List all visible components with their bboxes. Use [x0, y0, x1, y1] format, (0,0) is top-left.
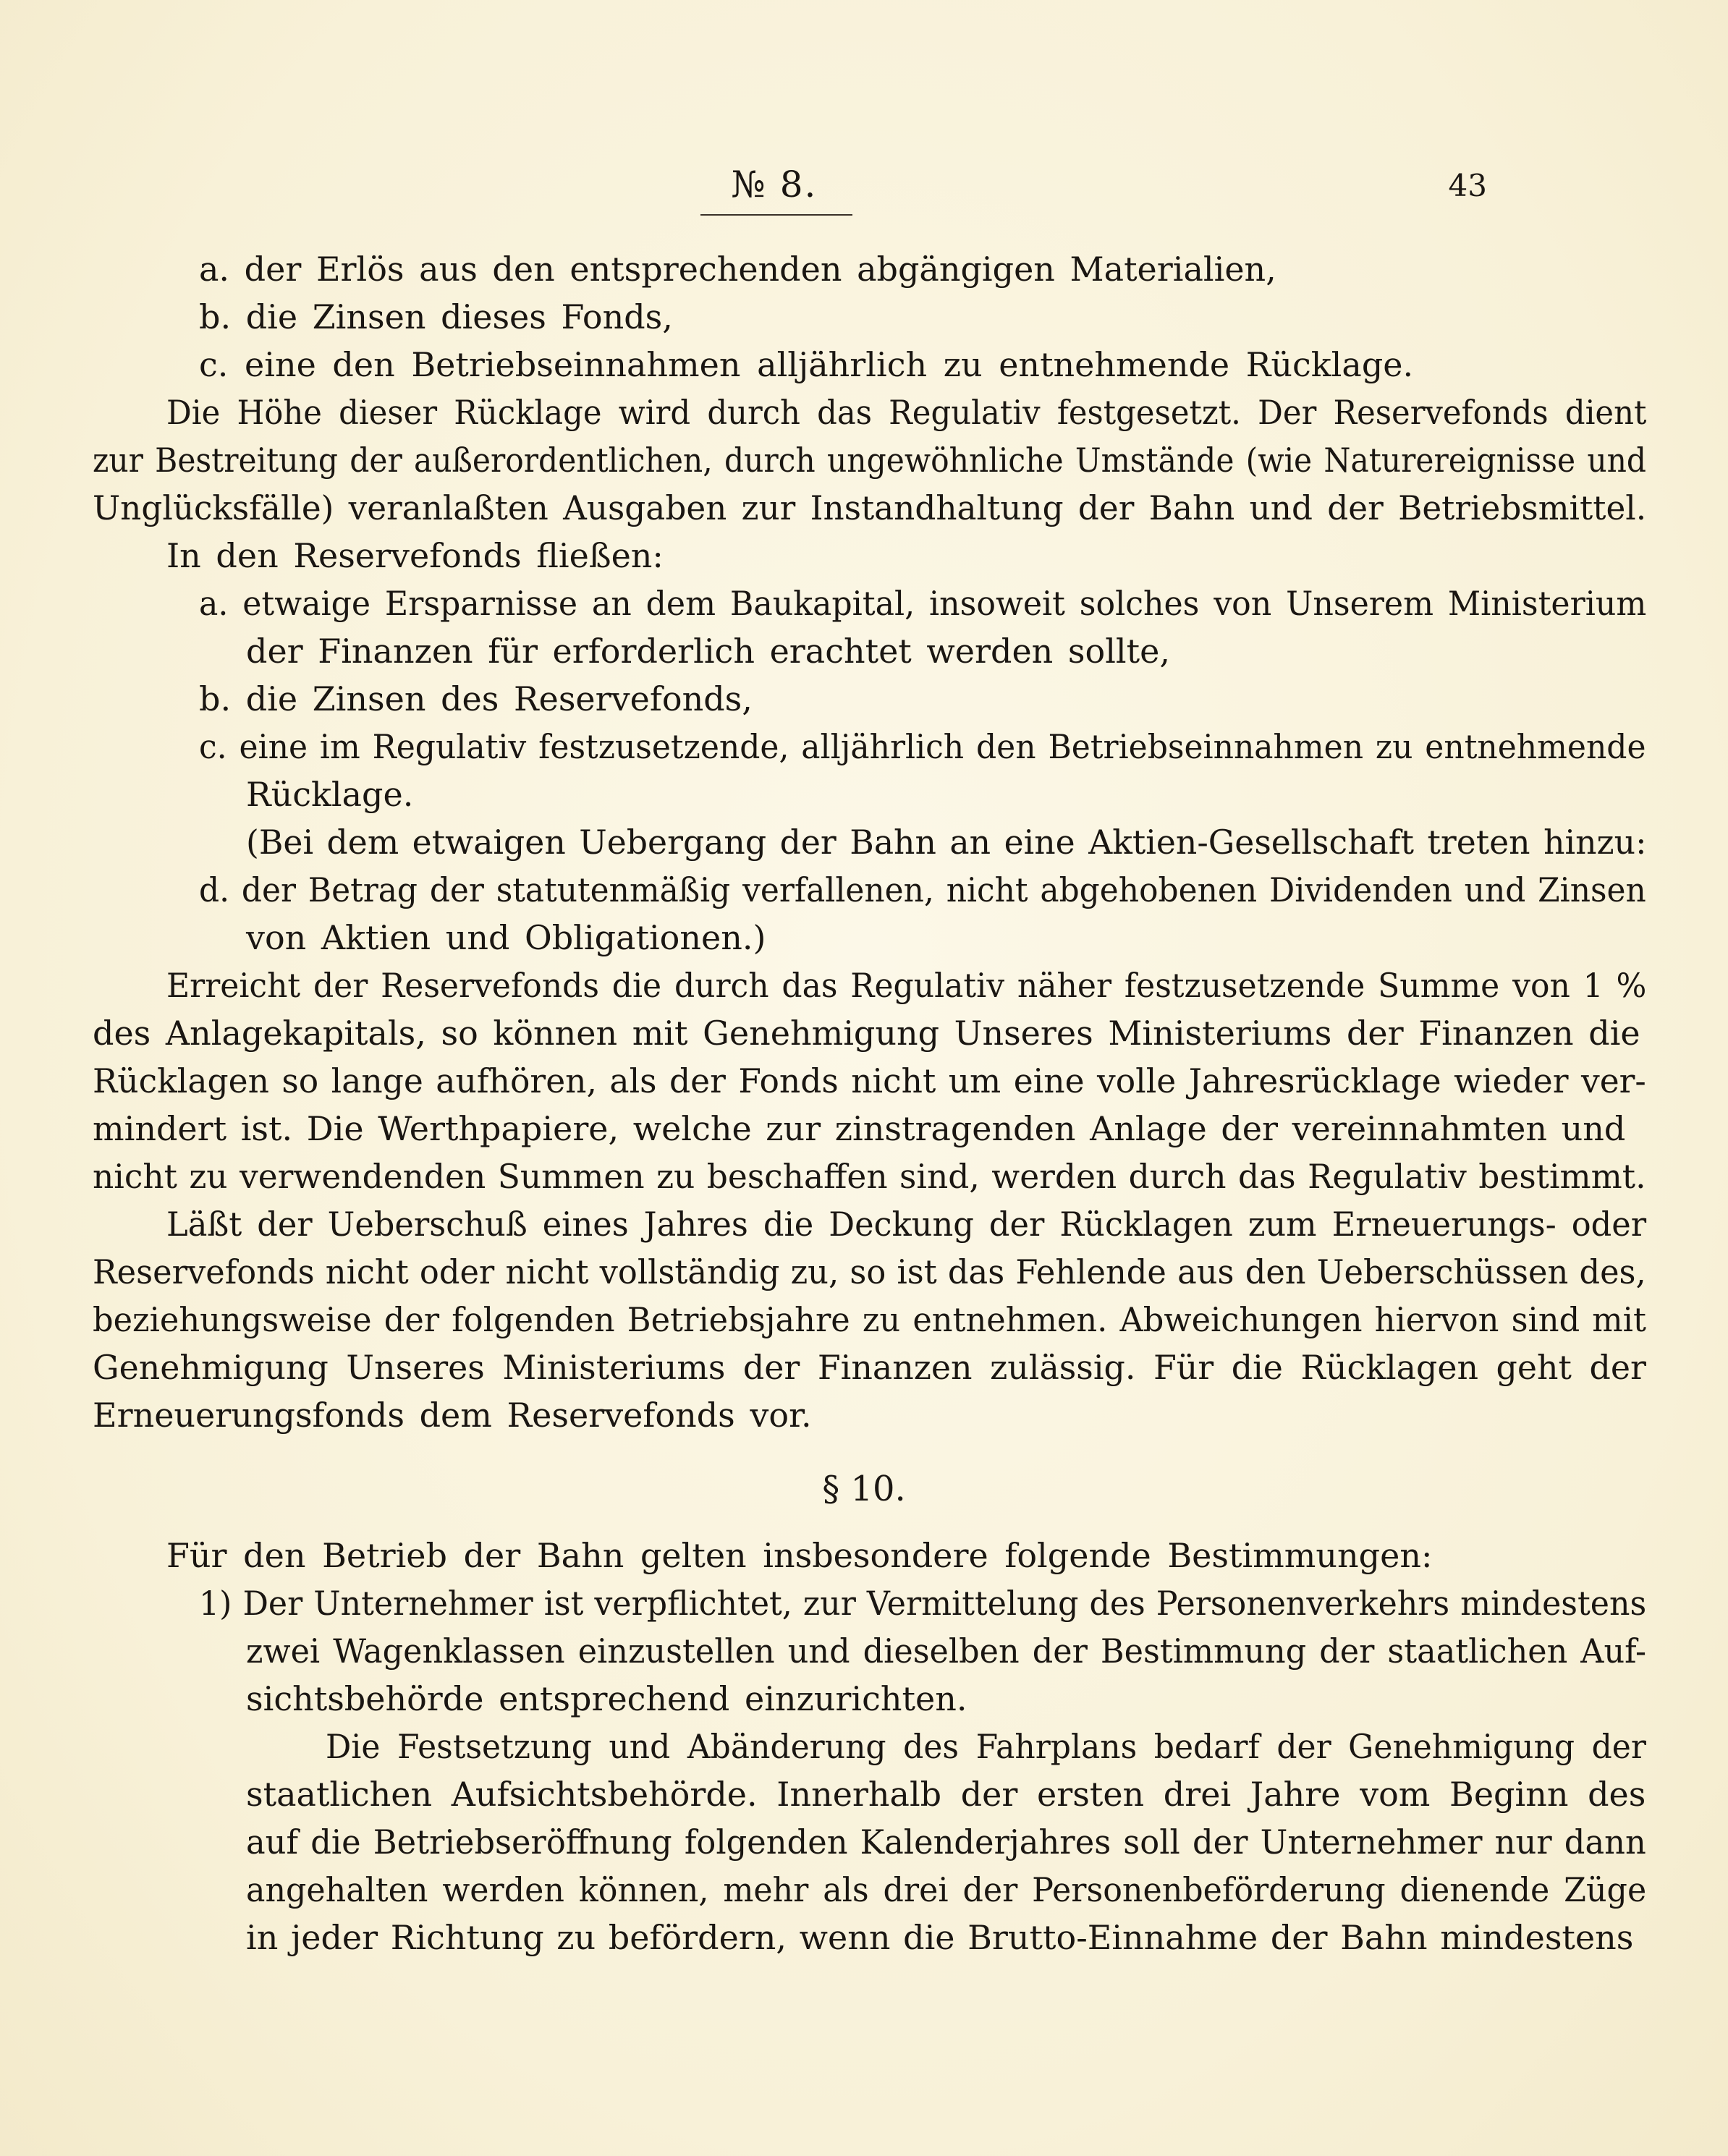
text-line: Unglücksfälle) veranlaßten Ausgaben zur Instandhaltung der Bahn und der Betriebsmittel. [93, 488, 1647, 527]
text-line: b. die Zinsen dieses Fonds, [199, 297, 673, 336]
section-heading: § 10. [822, 1469, 906, 1509]
text-line: in jeder Richtung zu befördern, wenn die Brutto-Einnahme der Bahn mindestens [246, 1918, 1634, 1957]
text-line: Erneuerungsfonds dem Reservefonds vor. [93, 1396, 812, 1435]
header-rule [700, 214, 852, 216]
text-line: a. der Erlös aus den entsprechenden abgängigen Materialien, [199, 250, 1276, 289]
text-line: nicht zu verwendenden Summen zu beschaffen sind, werden durch das Regulativ bestimmt. [93, 1157, 1646, 1196]
issue-number: № 8. [731, 164, 818, 205]
text-line: Läßt der Ueberschuß eines Jahres die Deckung der Rücklagen zum Erneuerungs- oder [166, 1205, 1647, 1244]
text-line: Die Höhe dieser Rücklage wird durch das Regulativ festgesetzt. Der Reservefonds dient [166, 393, 1647, 432]
text-line: Die Festsetzung und Abänderung des Fahrplans bedarf der Genehmigung der [326, 1727, 1646, 1766]
text-line: der Finanzen für erforderlich erachtet werden sollte, [246, 632, 1170, 671]
text-line: c. eine den Betriebseinnahmen alljährlich zu entnehmende Rücklage. [199, 345, 1414, 384]
text-line: zur Bestreitung der außerordentlichen, durch ungewöhnliche Umstände (wie Naturereignisse und [93, 441, 1647, 480]
text-line: c. eine im Regulativ festzusetzende, alljährlich den Betriebseinnahmen zu entnehmende [199, 727, 1646, 766]
text-line: a. etwaige Ersparnisse an dem Baukapital, insoweit solches von Unserem Ministerium [199, 584, 1647, 623]
text-line: des Anlagekapitals, so können mit Genehmigung Unseres Ministeriums der Finanzen die [93, 1014, 1640, 1053]
text-line: staatlichen Aufsichtsbehörde. Innerhalb der ersten drei Jahre vom Beginn des [246, 1775, 1646, 1814]
text-line: b. die Zinsen des Reservefonds, [199, 679, 753, 718]
text-line: von Aktien und Obligationen.) [246, 918, 766, 957]
text-line: Genehmigung Unseres Ministeriums der Finanzen zulässig. Für die Rücklagen geht der [93, 1348, 1646, 1387]
page-number: 43 [1448, 168, 1487, 203]
text-line: Erreicht der Reservefonds die durch das Regulativ näher festzusetzende Summe von 1 % [166, 966, 1647, 1005]
text-line: (Bei dem etwaigen Uebergang der Bahn an eine Aktien-Gesellschaft treten hinzu: [246, 823, 1647, 862]
text-line: sichtsbehörde entsprechend einzurichten. [246, 1679, 967, 1718]
text-line: Für den Betrieb der Bahn gelten insbesondere folgende Bestimmungen: [166, 1536, 1433, 1575]
text-line: angehalten werden können, mehr als drei der Personenbeförderung dienende Züge [246, 1870, 1647, 1909]
text-line: In den Reservefonds fließen: [166, 536, 664, 575]
text-line: mindert ist. Die Werthpapiere, welche zur zinstragenden Anlage der vereinnahmten und [93, 1109, 1626, 1148]
text-line: Reservefonds nicht oder nicht vollständig zu, so ist das Fehlende aus den Ueberschüssen des, [93, 1252, 1646, 1291]
text-line: Rücklage. [246, 775, 414, 814]
text-line: auf die Betriebseröffnung folgenden Kalenderjahres soll der Unternehmer nur dann [246, 1822, 1646, 1862]
text-line: Rücklagen so lange aufhören, als der Fonds nicht um eine volle Jahresrücklage wieder ver- [93, 1061, 1646, 1100]
text-line: 1) Der Unternehmer ist verpflichtet, zur Vermittelung des Personenverkehrs mindestens [199, 1584, 1647, 1623]
text-line: zwei Wagenklassen einzustellen und dieselben der Bestimmung der staatlichen Auf- [246, 1631, 1647, 1671]
text-line: d. der Betrag der statutenmäßig verfallenen, nicht abgehobenen Dividenden und Zinsen [199, 870, 1646, 909]
text-line: beziehungsweise der folgenden Betriebsjahre zu entnehmen. Abweichungen hiervon sind mit [93, 1300, 1646, 1339]
